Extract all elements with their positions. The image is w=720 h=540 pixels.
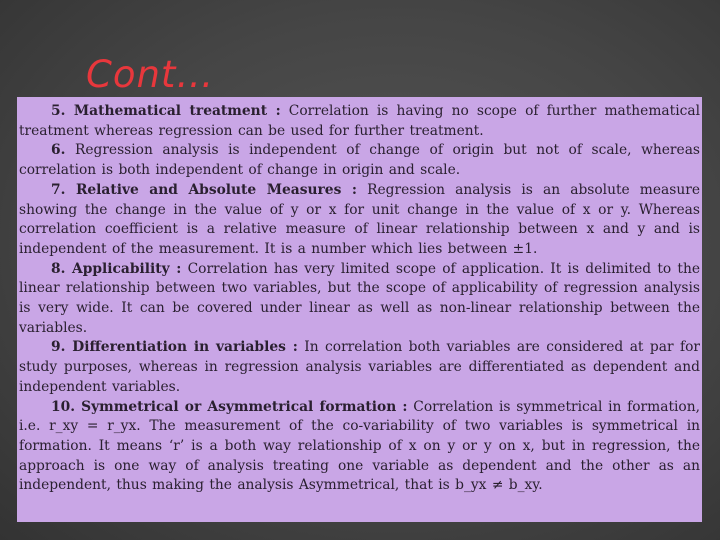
paragraph-body: Correlation has very limited scope of application. It is delimited to the linear relationship between two variables, but the scope of applicability of regression analysis is very wide. It can be covered under linear as well as non-linear relationship between the variables. — [19, 260, 700, 336]
paragraph-differentiation-in-variables — [19, 338, 700, 397]
paragraph-relative-absolute-measures — [19, 181, 700, 260]
slide-title: Cont… — [86, 53, 215, 96]
paragraph-heading: 5. Mathematical treatment : — [51, 103, 281, 119]
paragraph-body: Correlation is having no scope of further mathematical treatment whereas regression can be used for further treatment. — [19, 103, 700, 139]
paragraph-body: Correlation is symmetrical in formation, i.e. r_xy = r_yx. The measurement of the co-variability of two variables is symmetrical in formation. It means ‘r’ is a both way relationship of x on y or y on x, but in regression, the approach is one way of analysis treating one variable as dependent and the other as an independent, thus making the analysis Asymmetrical, that is b_yx ≠ b_xy. — [19, 398, 700, 494]
paragraph-heading: 6. — [51, 142, 66, 159]
paragraph-mathematical-treatment — [19, 102, 700, 141]
paragraph-body: In correlation both variables are considered at par for study purposes, whereas in regression analysis variables are differentiated as dependent and independent variables. — [19, 339, 701, 395]
paragraph-body: Regression analysis is an absolute measure showing the change in the value of y or x for unit change in the value of x or y. Whereas correlation coefficient is a relative measure of linear relationship between x and y and is independent of the measurement. It is a number which lies between ±1. — [19, 181, 700, 257]
text-block — [19, 102, 700, 496]
paragraph-heading: 7. Relative and Absolute Measures : — [51, 181, 357, 198]
paragraph-heading: 8. Applicability : — [51, 260, 182, 277]
paragraph-heading: 10. Symmetrical or Asymmetrical formation : — [51, 398, 408, 415]
paragraph-applicability — [19, 260, 700, 339]
paragraph-body: Regression analysis is independent of change of origin but not of scale, whereas correlation is both independent of change in origin and scale. — [19, 142, 700, 179]
paragraph-origin-and-scale — [19, 141, 700, 180]
paragraph-symmetrical-formation — [19, 398, 700, 497]
text-panel — [17, 97, 702, 522]
paragraph-heading: 9. Differentiation in variables : — [51, 339, 298, 356]
